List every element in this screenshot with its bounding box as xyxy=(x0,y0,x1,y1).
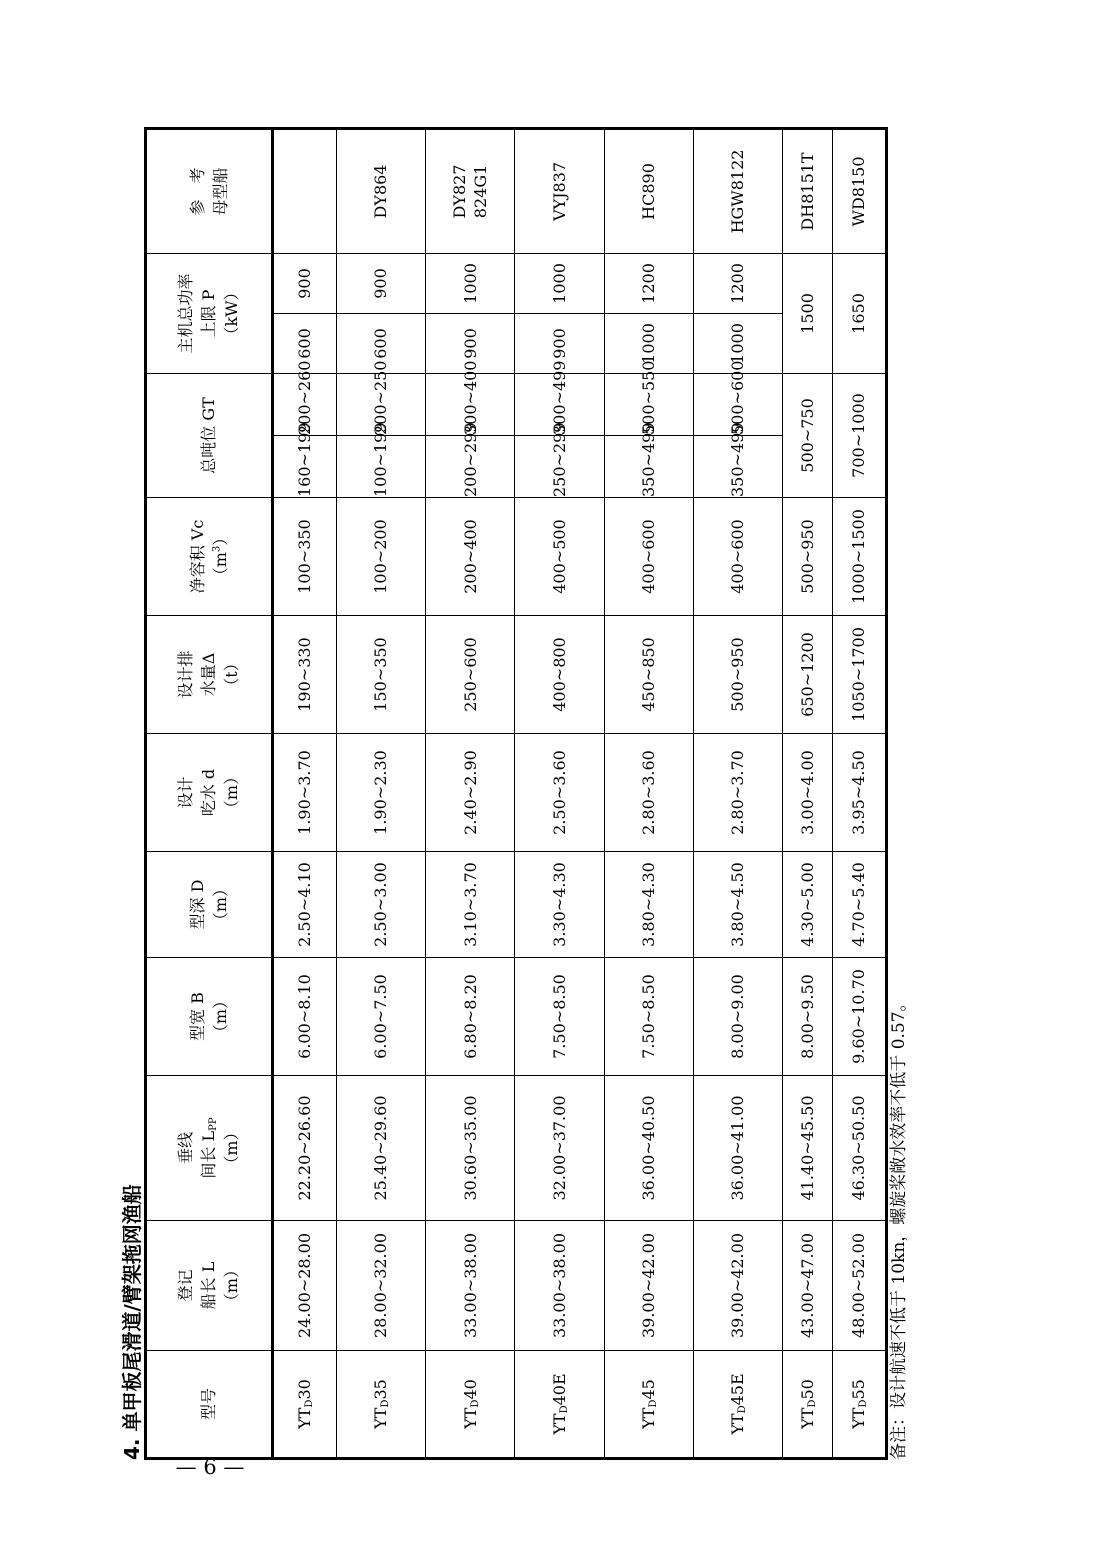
cell-lpp: 32.00~37.00 xyxy=(515,1076,604,1221)
model-subscript: D xyxy=(469,1399,481,1408)
cell-displacement: 450~850 xyxy=(604,616,693,734)
cell-model xyxy=(426,1351,515,1459)
cell-power: 1000 xyxy=(515,253,604,313)
header-model: 型号 xyxy=(146,1351,273,1459)
cell-reference: HC890 xyxy=(604,128,693,253)
table-header-row xyxy=(146,128,273,1458)
cell-net-volume: 400~600 xyxy=(604,498,693,616)
header-reference: 参 考 母型船 xyxy=(146,128,273,253)
model-prefix: YT xyxy=(639,1407,659,1429)
cell-reg-length: 33.00~38.00 xyxy=(426,1221,515,1351)
cell-draft: 2.50~3.60 xyxy=(515,734,604,852)
cell-depth: 3.80~4.30 xyxy=(604,852,693,958)
cell-power: 1000 xyxy=(426,253,515,313)
page-number: — 6 — xyxy=(175,1455,245,1479)
header-power: 主机总功率 上限 P （kW） xyxy=(146,253,273,373)
cell-lpp: 46.30~50.50 xyxy=(833,1076,887,1221)
model-suffix: 45 xyxy=(639,1379,659,1400)
cell-displacement: 400~800 xyxy=(515,616,604,734)
model-prefix: YT xyxy=(460,1407,480,1429)
cell-draft: 3.95~4.50 xyxy=(833,734,887,852)
fishing-vessel-spec-table xyxy=(144,127,888,1460)
cell-gross-tonnage: 350~499 xyxy=(604,436,693,498)
cell-gross-tonnage: 160~199 xyxy=(272,436,336,498)
cell-displacement: 150~350 xyxy=(336,616,425,734)
cell-lpp: 36.00~41.00 xyxy=(693,1076,782,1221)
table-row xyxy=(783,128,833,1458)
cell-draft: 2.40~2.90 xyxy=(426,734,515,852)
cell-net-volume: 100~350 xyxy=(272,498,336,616)
cell-model xyxy=(833,1351,887,1459)
cell-reg-length: 24.00~28.00 xyxy=(272,1221,336,1351)
section-title: 4. 单甲板尾滑道/臂架拖网渔船 xyxy=(120,1184,144,1460)
header-breadth: 型宽 B （m） xyxy=(146,958,273,1076)
cell-reg-length: 39.00~42.00 xyxy=(693,1221,782,1351)
model-subscript: D xyxy=(648,1399,660,1408)
cell-reg-length: 48.00~52.00 xyxy=(833,1221,887,1351)
cell-draft: 2.80~3.60 xyxy=(604,734,693,852)
model-subscript: D xyxy=(558,1405,570,1414)
model-prefix: YT xyxy=(549,1413,569,1435)
cell-power: 1200 xyxy=(604,253,693,313)
cell-gross-tonnage: 300~499 xyxy=(515,373,604,435)
cell-net-volume: 100~200 xyxy=(336,498,425,616)
cell-reference: VYJ837 xyxy=(515,128,604,253)
header-depth: 型深 D （m） xyxy=(146,852,273,958)
cell-gross-tonnage: 200~299 xyxy=(426,436,515,498)
cell-breadth: 6.00~7.50 xyxy=(336,958,425,1076)
table-row xyxy=(693,128,782,1458)
cell-depth: 3.80~4.50 xyxy=(693,852,782,958)
table-row xyxy=(604,128,693,1458)
cell-lpp: 41.40~45.50 xyxy=(783,1076,833,1221)
cell-reg-length: 33.00~38.00 xyxy=(515,1221,604,1351)
cell-reference: DY827 824G1 xyxy=(426,128,515,253)
cell-depth: 4.30~5.00 xyxy=(783,852,833,958)
cell-displacement: 250~600 xyxy=(426,616,515,734)
cell-displacement: 190~330 xyxy=(272,616,336,734)
cell-gross-tonnage: 300~400 xyxy=(426,373,515,435)
cell-depth: 2.50~3.00 xyxy=(336,852,425,958)
cell-power: 900 xyxy=(515,313,604,373)
model-prefix: YT xyxy=(797,1407,817,1429)
cell-displacement: 500~950 xyxy=(693,616,782,734)
cell-breadth: 8.00~9.50 xyxy=(783,958,833,1076)
header-reg-length: 登记 船长 L （m） xyxy=(146,1221,273,1351)
model-subscript: D xyxy=(737,1405,749,1414)
cell-breadth: 7.50~8.50 xyxy=(515,958,604,1076)
cell-reference: HGW8122 xyxy=(693,128,782,253)
cell-model xyxy=(783,1351,833,1459)
model-subscript: D xyxy=(303,1399,315,1408)
cell-breadth: 6.00~8.10 xyxy=(272,958,336,1076)
cell-power: 1500 xyxy=(783,253,833,373)
model-suffix: 30 xyxy=(294,1379,314,1400)
model-prefix: YT xyxy=(294,1407,314,1429)
model-subscript: D xyxy=(858,1399,870,1408)
cell-power: 900 xyxy=(426,313,515,373)
table-row xyxy=(426,128,515,1458)
header-net-volume: 净容积 Vc $(m^3)$ xyxy=(146,498,273,616)
model-suffix: 45E xyxy=(728,1373,748,1406)
cell-power: 1000 xyxy=(604,313,693,373)
table-note: 备注：设计航速不低于 10kn，螺旋桨敞水效率不低于 0.57。 xyxy=(889,994,909,1460)
cell-model xyxy=(604,1351,693,1459)
model-suffix: 55 xyxy=(849,1379,869,1400)
table-row xyxy=(272,128,336,1458)
cell-gross-tonnage: 700~1000 xyxy=(833,373,887,497)
cell-net-volume: 400~500 xyxy=(515,498,604,616)
cell-power: 600 xyxy=(272,313,336,373)
cell-reference: DY864 xyxy=(336,128,425,253)
cell-gross-tonnage: 500~550 xyxy=(604,373,693,435)
cell-depth: 3.30~4.30 xyxy=(515,852,604,958)
cell-reg-length: 39.00~42.00 xyxy=(604,1221,693,1351)
cell-power: 1200 xyxy=(693,253,782,313)
cell-breadth: 7.50~8.50 xyxy=(604,958,693,1076)
cell-reg-length: 43.00~47.00 xyxy=(783,1221,833,1351)
cell-reference: DH8151T xyxy=(783,128,833,253)
cell-draft: 1.90~3.70 xyxy=(272,734,336,852)
model-suffix: 40 xyxy=(460,1379,480,1400)
cell-depth: 3.10~3.70 xyxy=(426,852,515,958)
cell-gross-tonnage: 500~750 xyxy=(783,373,833,497)
cell-reg-length: 28.00~32.00 xyxy=(336,1221,425,1351)
cell-net-volume: 500~950 xyxy=(783,498,833,616)
cell-breadth: 9.60~10.70 xyxy=(833,958,887,1076)
model-suffix: 35 xyxy=(371,1379,391,1400)
cell-reference xyxy=(272,128,336,253)
cell-breadth: 6.80~8.20 xyxy=(426,958,515,1076)
table-row xyxy=(833,128,887,1458)
cell-model xyxy=(272,1351,336,1459)
cell-power: 1000 xyxy=(693,313,782,373)
table-row xyxy=(515,128,604,1458)
cell-reference: WD8150 xyxy=(833,128,887,253)
cell-power: 900 xyxy=(336,253,425,313)
header-lpp: 垂线 间长 $L_{PP}$ （m） xyxy=(146,1076,273,1221)
cell-lpp: 22.20~26.60 xyxy=(272,1076,336,1221)
model-suffix: 40E xyxy=(549,1373,569,1406)
cell-net-volume: 1000~1500 xyxy=(833,498,887,616)
cell-draft: 2.80~3.70 xyxy=(693,734,782,852)
cell-net-volume: 200~400 xyxy=(426,498,515,616)
cell-gross-tonnage: 200~260 xyxy=(272,373,336,435)
cell-lpp: 30.60~35.00 xyxy=(426,1076,515,1221)
cell-power: 600 xyxy=(336,313,425,373)
cell-net-volume: 400~600 xyxy=(693,498,782,616)
cell-gross-tonnage: 250~299 xyxy=(515,436,604,498)
cell-displacement: 650~1200 xyxy=(783,616,833,734)
cell-breadth: 8.00~9.00 xyxy=(693,958,782,1076)
cell-model xyxy=(336,1351,425,1459)
cell-model xyxy=(693,1351,782,1459)
cell-gross-tonnage: 350~499 xyxy=(693,436,782,498)
header-gross-tonnage: 总吨位 GT xyxy=(146,373,273,497)
cell-depth: 4.70~5.40 xyxy=(833,852,887,958)
model-subscript: D xyxy=(380,1399,392,1408)
cell-gross-tonnage: 500~600 xyxy=(693,373,782,435)
cell-power: 900 xyxy=(272,253,336,313)
cell-lpp: 25.40~29.60 xyxy=(336,1076,425,1221)
cell-draft: 3.00~4.00 xyxy=(783,734,833,852)
header-draft: 设计 吃水 d （m） xyxy=(146,734,273,852)
header-displacement: 设计排 水量Δ （t） xyxy=(146,616,273,734)
cell-depth: 2.50~4.10 xyxy=(272,852,336,958)
model-suffix: 50 xyxy=(797,1379,817,1400)
model-prefix: YT xyxy=(371,1407,391,1429)
table-body xyxy=(146,128,887,1458)
cell-model xyxy=(515,1351,604,1459)
cell-gross-tonnage: 200~250 xyxy=(336,373,425,435)
model-subscript: D xyxy=(806,1399,818,1408)
cell-draft: 1.90~2.30 xyxy=(336,734,425,852)
rotated-page-content xyxy=(120,100,910,1460)
table-row xyxy=(336,128,425,1458)
cell-displacement: 1050~1700 xyxy=(833,616,887,734)
model-prefix: YT xyxy=(728,1413,748,1435)
model-prefix: YT xyxy=(849,1407,869,1429)
cell-gross-tonnage: 100~199 xyxy=(336,436,425,498)
cell-lpp: 36.00~40.50 xyxy=(604,1076,693,1221)
cell-power: 1650 xyxy=(833,253,887,373)
